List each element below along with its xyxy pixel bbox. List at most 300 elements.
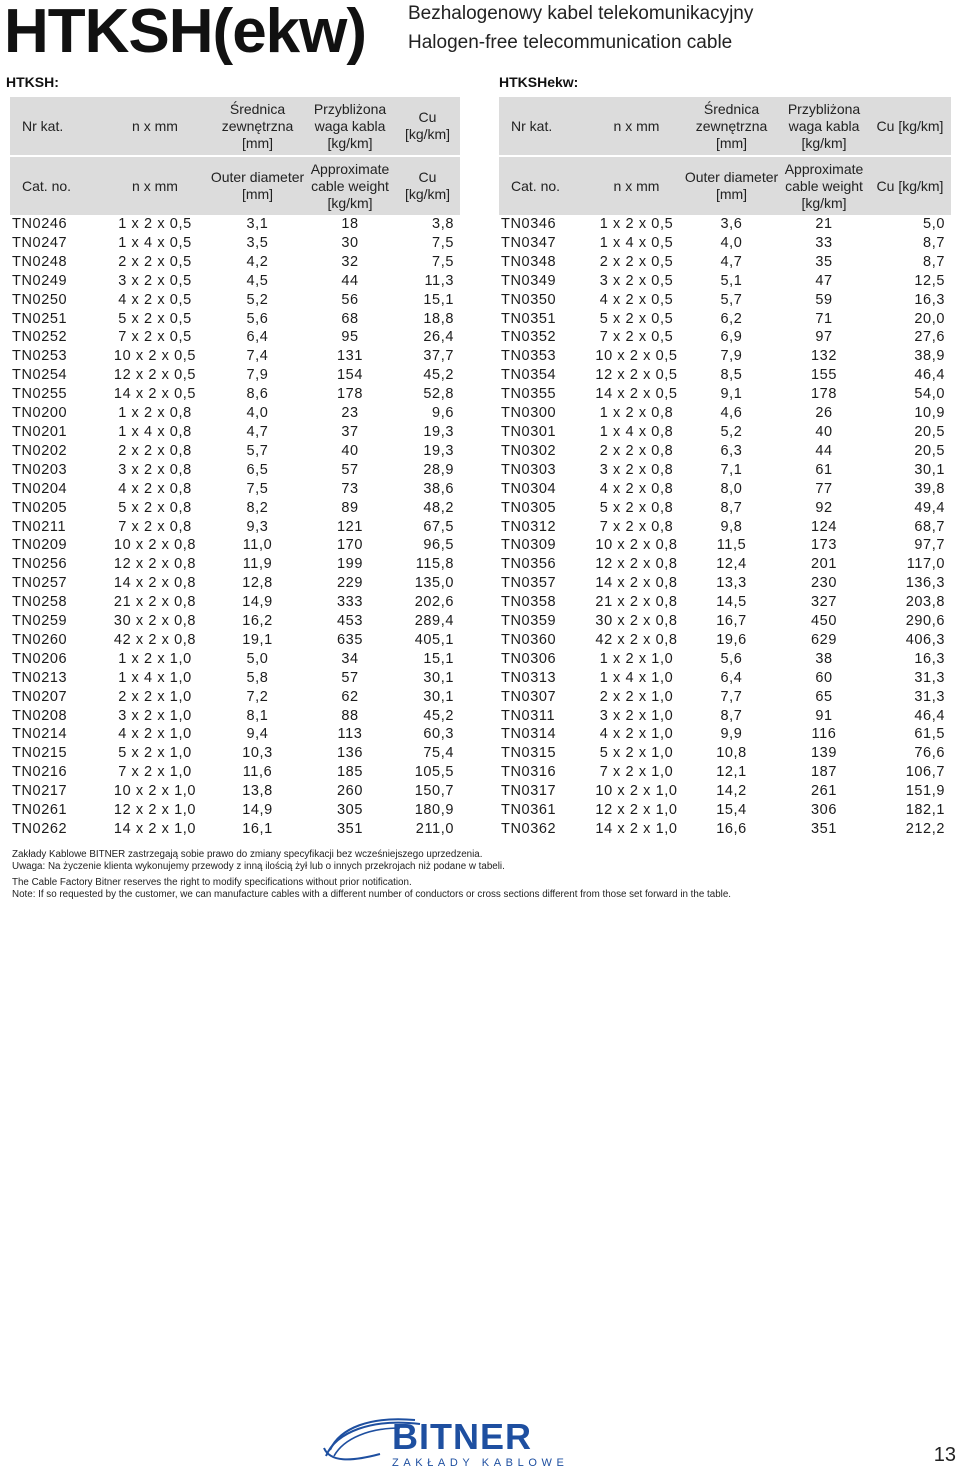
cell-nx: 1 x 2 x 0,8 (599, 405, 674, 422)
cell-cat: TN0251 (12, 310, 68, 327)
cell-d: 7,5 (246, 480, 269, 497)
subtitle-polish: Bezhalogenowy kabel telekomunikacyjny (408, 3, 754, 24)
table-row (10, 215, 460, 234)
table-row (10, 253, 460, 272)
cell-d: 13,3 (716, 575, 747, 592)
table-row (10, 310, 460, 329)
cell-w: 44 (815, 442, 833, 459)
cell-cu: 37,7 (423, 348, 454, 365)
cell-cat: TN0304 (501, 480, 557, 497)
cell-cu: 212,2 (905, 821, 945, 837)
cell-cu: 30,1 (423, 669, 454, 686)
cell-cu: 20,0 (914, 310, 945, 327)
cell-d: 16,2 (242, 613, 273, 630)
column-header-d-pl: Średnica zewnętrzna [mm] (684, 97, 779, 157)
cell-w: 124 (811, 518, 837, 535)
cell-d: 9,8 (720, 518, 743, 535)
cell-cat: TN0309 (501, 537, 557, 554)
cell-nx: 14 x 2 x 0,5 (113, 386, 197, 403)
cell-d: 6,4 (246, 329, 269, 346)
column-header-nx-pl: n x mm (100, 97, 210, 157)
cell-cu: 54,0 (914, 386, 945, 403)
cell-nx: 12 x 2 x 0,5 (113, 367, 197, 384)
cell-cat: TN0356 (501, 556, 557, 573)
table-row (499, 782, 951, 801)
table-row (499, 404, 951, 423)
cell-w: 136 (337, 745, 363, 762)
cell-w: 450 (811, 613, 837, 630)
cell-d: 5,0 (246, 650, 269, 667)
cell-d: 19,1 (242, 631, 273, 648)
cell-w: 185 (337, 764, 363, 781)
cell-d: 11,5 (716, 537, 747, 554)
cell-cat: TN0205 (12, 499, 68, 516)
cell-nx: 4 x 2 x 0,8 (118, 480, 192, 497)
cell-cat: TN0215 (12, 745, 68, 762)
cell-w: 261 (811, 783, 837, 800)
cell-w: 73 (341, 480, 359, 497)
cell-nx: 4 x 2 x 1,0 (599, 726, 674, 743)
cell-nx: 3 x 2 x 0,8 (118, 461, 192, 478)
cell-cat: TN0354 (501, 367, 557, 384)
table-row (499, 442, 951, 461)
cell-w: 635 (337, 631, 363, 648)
cell-cat: TN0302 (501, 442, 557, 459)
cell-d: 9,3 (246, 518, 269, 535)
table-row (499, 310, 951, 329)
cell-nx: 7 x 2 x 0,8 (118, 518, 192, 535)
cell-d: 5,1 (720, 272, 743, 289)
cell-w: 155 (811, 367, 837, 384)
cell-d: 7,1 (720, 461, 743, 478)
cell-d: 6,3 (720, 442, 743, 459)
cell-nx: 3 x 2 x 0,8 (599, 461, 674, 478)
cell-w: 351 (811, 821, 837, 837)
cell-w: 97 (815, 329, 833, 346)
cell-cu: 18,8 (423, 310, 454, 327)
cell-cat: TN0255 (12, 386, 68, 403)
cell-cat: TN0353 (501, 348, 557, 365)
cell-w: 56 (341, 291, 359, 308)
table-row (10, 442, 460, 461)
column-header-w-pl: Przybliżona waga kabla [kg/km] (305, 97, 395, 157)
cell-w: 57 (341, 461, 359, 478)
table-row (499, 215, 951, 234)
cell-cu: 45,2 (423, 707, 454, 724)
cell-cat: TN0200 (12, 405, 68, 422)
cell-cu: 49,4 (914, 499, 945, 516)
cell-cu: 30,1 (423, 688, 454, 705)
cell-cu: 180,9 (414, 802, 454, 819)
cell-d: 5,6 (246, 310, 269, 327)
cell-d: 7,4 (246, 348, 269, 365)
cell-cat: TN0206 (12, 650, 68, 667)
cell-cu: 15,1 (423, 291, 454, 308)
table-row (499, 593, 951, 612)
table-row (499, 763, 951, 782)
cell-cu: 28,9 (423, 461, 454, 478)
footnotes (12, 849, 952, 902)
table-row (10, 763, 460, 782)
cell-cu: 105,5 (414, 764, 454, 781)
cell-d: 9,4 (246, 726, 269, 743)
cell-w: 121 (337, 518, 363, 535)
cell-cu: 10,9 (914, 405, 945, 422)
table-row (499, 820, 951, 839)
cell-cat: TN0246 (12, 216, 68, 232)
cell-cu: 12,5 (914, 272, 945, 289)
cell-cu: 8,7 (923, 253, 945, 270)
cell-w: 44 (341, 272, 359, 289)
table-row (499, 631, 951, 650)
table-row (499, 518, 951, 537)
cell-cat: TN0217 (12, 783, 68, 800)
cell-nx: 5 x 2 x 1,0 (118, 745, 192, 762)
table-row (10, 669, 460, 688)
cell-cat: TN0209 (12, 537, 68, 554)
cell-cu: 39,8 (914, 480, 945, 497)
cell-cat: TN0211 (12, 518, 67, 535)
cell-nx: 30 x 2 x 0,8 (595, 613, 678, 630)
table-row (499, 574, 951, 593)
cell-cu: 405,1 (414, 631, 454, 648)
cell-nx: 7 x 2 x 0,5 (118, 329, 192, 346)
logo-wordmark: BITNER (392, 1416, 532, 1457)
header-row-en (10, 157, 460, 215)
cell-cu: 115,8 (415, 556, 454, 573)
cell-d: 13,8 (242, 783, 273, 800)
cell-w: 187 (811, 764, 837, 781)
cell-cu: 16,3 (914, 291, 945, 308)
cell-cat: TN0258 (12, 594, 68, 611)
cell-w: 65 (815, 688, 833, 705)
note-en-1: The Cable Factory Bitner reserves the right to modify specifications without prior notification. (12, 876, 412, 888)
cell-d: 7,9 (246, 367, 269, 384)
table-row (499, 744, 951, 763)
table-row (10, 536, 460, 555)
cell-nx: 12 x 2 x 1,0 (113, 802, 197, 819)
cell-cu: 67,5 (423, 518, 454, 535)
cell-d: 12,1 (716, 764, 747, 781)
cell-cu: 45,2 (423, 367, 454, 384)
cell-cat: TN0306 (501, 650, 557, 667)
cell-nx: 3 x 2 x 0,5 (599, 272, 674, 289)
cell-cat: TN0303 (501, 461, 557, 478)
cell-cu: 9,6 (432, 405, 454, 422)
cell-cu: 30,1 (914, 461, 945, 478)
cell-w: 201 (811, 556, 837, 573)
cell-w: 18 (341, 216, 359, 232)
cell-cu: 27,6 (914, 329, 945, 346)
cell-cat: TN0315 (501, 745, 557, 762)
cell-w: 260 (337, 783, 363, 800)
cell-nx: 4 x 2 x 1,0 (118, 726, 192, 743)
cell-w: 178 (811, 386, 837, 403)
cell-nx: 5 x 2 x 0,5 (118, 310, 192, 327)
cell-d: 14,2 (716, 783, 747, 800)
cell-w: 61 (815, 461, 833, 478)
cell-nx: 1 x 2 x 0,5 (599, 216, 674, 232)
cell-d: 6,5 (246, 461, 269, 478)
cell-nx: 1 x 2 x 0,8 (118, 405, 192, 422)
cell-nx: 5 x 2 x 0,8 (599, 499, 674, 516)
cell-w: 170 (337, 537, 363, 554)
cell-cat: TN0248 (12, 253, 68, 270)
cell-nx: 2 x 2 x 0,8 (118, 442, 192, 459)
cell-cu: 7,5 (432, 253, 454, 270)
cell-nx: 10 x 2 x 0,5 (113, 348, 197, 365)
cell-d: 8,6 (246, 386, 269, 403)
cell-w: 116 (811, 726, 837, 743)
cell-d: 8,7 (720, 499, 743, 516)
cell-nx: 14 x 2 x 1,0 (113, 821, 197, 837)
cell-nx: 14 x 2 x 1,0 (595, 821, 678, 837)
cell-d: 4,6 (720, 405, 743, 422)
cell-cu: 19,3 (423, 423, 454, 440)
cell-nx: 2 x 2 x 0,8 (599, 442, 674, 459)
cell-cat: TN0313 (501, 669, 557, 686)
cell-d: 6,9 (720, 329, 743, 346)
table-row (10, 234, 460, 253)
table-row (10, 366, 460, 385)
cell-w: 154 (337, 367, 363, 384)
cell-w: 132 (811, 348, 837, 365)
table-row (499, 461, 951, 480)
column-header-cat-pl: Nr kat. (499, 97, 589, 157)
cell-cu: 52,8 (423, 386, 454, 403)
subtitle-english: Halogen-free telecommunication cable (408, 32, 733, 53)
cell-cu: 11,3 (424, 272, 454, 289)
column-header-cat-en: Cat. no. (499, 157, 589, 215)
table-row (10, 423, 460, 442)
cell-cu: 76,6 (914, 745, 945, 762)
cell-cat: TN0355 (501, 386, 557, 403)
cell-nx: 1 x 4 x 1,0 (118, 669, 192, 686)
cell-d: 14,5 (716, 594, 747, 611)
cell-w: 26 (815, 405, 833, 422)
cell-nx: 21 x 2 x 0,8 (113, 594, 197, 611)
table-row (499, 385, 951, 404)
section-label-htksh: HTKSH: (6, 74, 59, 90)
cell-cat: TN0256 (12, 556, 68, 573)
cell-nx: 2 x 2 x 0,5 (118, 253, 192, 270)
cell-w: 89 (341, 499, 359, 516)
cell-nx: 7 x 2 x 0,5 (599, 329, 674, 346)
table-row (10, 593, 460, 612)
cell-d: 11,6 (242, 764, 273, 781)
note-en-2: Note: If so requested by the customer, we can manufacture cables with a different number of conductors or cross sections different from those set forward in the table. (12, 889, 731, 901)
table-row (499, 707, 951, 726)
cell-cu: 75,4 (423, 745, 454, 762)
table-row (10, 801, 460, 820)
column-header-nx-en: n x mm (100, 157, 210, 215)
cell-cat: TN0347 (501, 234, 557, 251)
cell-cu: 182,1 (905, 802, 945, 819)
table-row (10, 461, 460, 480)
cell-d: 7,9 (720, 348, 743, 365)
table-row (499, 555, 951, 574)
cell-cat: TN0202 (12, 442, 68, 459)
cell-cu: 68,7 (914, 518, 945, 535)
cell-cu: 136,3 (905, 575, 945, 592)
cell-nx: 5 x 2 x 0,8 (118, 499, 192, 516)
cell-w: 453 (337, 613, 363, 630)
cell-cu: 211,0 (415, 821, 454, 837)
cell-nx: 14 x 2 x 0,8 (113, 575, 197, 592)
section-label-htkshekw: HTKSHekw: (499, 74, 579, 90)
cell-w: 131 (337, 348, 363, 365)
cell-w: 327 (811, 594, 837, 611)
cell-d: 3,5 (246, 234, 269, 251)
cell-d: 19,6 (716, 631, 747, 648)
cell-cat: TN0300 (501, 405, 557, 422)
cell-nx: 1 x 4 x 0,5 (599, 234, 674, 251)
cell-nx: 2 x 2 x 1,0 (118, 688, 192, 705)
cell-nx: 42 x 2 x 0,8 (113, 631, 197, 648)
spec-table-htksh (10, 97, 460, 839)
cell-cat: TN0311 (501, 707, 556, 724)
cell-nx: 10 x 2 x 0,8 (113, 537, 197, 554)
table-row (10, 650, 460, 669)
cell-nx: 12 x 2 x 1,0 (595, 802, 678, 819)
cell-cat: TN0204 (12, 480, 68, 497)
cell-w: 35 (815, 253, 833, 270)
cell-nx: 3 x 2 x 1,0 (118, 707, 192, 724)
cell-w: 68 (341, 310, 359, 327)
cell-cu: 5,0 (923, 216, 945, 232)
cell-cat: TN0352 (501, 329, 557, 346)
cell-cat: TN0201 (12, 423, 68, 440)
cell-d: 4,7 (246, 423, 269, 440)
cell-d: 11,0 (242, 537, 273, 554)
cell-w: 95 (341, 329, 359, 346)
header-row-pl (499, 97, 951, 157)
column-header-nx-en: n x mm (589, 157, 684, 215)
page-number: 13 (933, 1444, 956, 1466)
cell-d: 5,2 (720, 423, 743, 440)
table-row (10, 385, 460, 404)
cell-d: 8,1 (246, 707, 269, 724)
cell-w: 230 (811, 575, 837, 592)
table-row (499, 650, 951, 669)
cell-cu: 290,6 (905, 613, 945, 630)
cell-w: 333 (337, 594, 363, 611)
column-header-w-en: Approximate cable weight [kg/km] (779, 157, 869, 215)
cell-w: 173 (811, 537, 837, 554)
cell-d: 5,7 (720, 291, 743, 308)
cell-w: 77 (815, 480, 833, 497)
cell-d: 9,9 (720, 726, 743, 743)
cell-cu: 117,0 (906, 556, 945, 573)
cell-w: 37 (341, 423, 359, 440)
cell-cat: TN0305 (501, 499, 557, 516)
cell-nx: 10 x 2 x 0,5 (595, 348, 678, 365)
table-row (10, 782, 460, 801)
cell-cu: 15,1 (423, 650, 454, 667)
column-header-cu-pl: Cu [kg/km] (869, 97, 951, 157)
column-header-w-en: Approximate cable weight [kg/km] (305, 157, 395, 215)
table-row (499, 536, 951, 555)
cell-cat: TN0317 (501, 783, 557, 800)
cell-w: 92 (815, 499, 833, 516)
cell-nx: 7 x 2 x 1,0 (599, 764, 674, 781)
table-row (499, 366, 951, 385)
cell-cu: 8,7 (923, 234, 945, 251)
table-row (499, 253, 951, 272)
cell-cat: TN0346 (501, 216, 557, 232)
cell-d: 12,8 (242, 575, 273, 592)
cell-cat: TN0249 (12, 272, 68, 289)
column-header-d-en: Outer diameter [mm] (210, 157, 305, 215)
cell-nx: 4 x 2 x 0,5 (118, 291, 192, 308)
cell-cat: TN0214 (12, 726, 68, 743)
header-row-en (499, 157, 951, 215)
table-row (499, 612, 951, 631)
cell-cat: TN0316 (501, 764, 557, 781)
table-row (10, 404, 460, 423)
cell-w: 59 (815, 291, 833, 308)
table-row (499, 328, 951, 347)
cell-d: 4,0 (720, 234, 743, 251)
cell-nx: 5 x 2 x 0,5 (599, 310, 674, 327)
cell-d: 3,6 (720, 216, 743, 232)
cell-nx: 4 x 2 x 0,8 (599, 480, 674, 497)
cell-cu: 135,0 (414, 575, 454, 592)
cell-cu: 96,5 (423, 537, 454, 554)
cell-d: 14,9 (242, 594, 273, 611)
column-header-cu-en: Cu [kg/km] (395, 157, 460, 215)
cell-d: 12,4 (716, 556, 747, 573)
cell-cat: TN0358 (501, 594, 557, 611)
cell-d: 14,9 (242, 802, 273, 819)
table-row (10, 688, 460, 707)
table-row (10, 291, 460, 310)
cell-cat: TN0361 (501, 802, 557, 819)
table-row (499, 347, 951, 366)
cell-cat: TN0349 (501, 272, 557, 289)
cell-w: 178 (337, 386, 363, 403)
cell-d: 10,3 (242, 745, 273, 762)
cell-cu: 16,3 (914, 650, 945, 667)
cell-d: 16,6 (716, 821, 747, 837)
cell-nx: 2 x 2 x 1,0 (599, 688, 674, 705)
note-pl-1: Zakłady Kablowe BITNER zastrzegają sobie prawo do zmiany specyfikacji bez wcześniejszego uprzedzenia. (12, 849, 483, 860)
cell-cat: TN0257 (12, 575, 68, 592)
table-row (499, 725, 951, 744)
cell-cat: TN0252 (12, 329, 68, 346)
cell-w: 40 (815, 423, 833, 440)
cell-cu: 31,3 (914, 669, 945, 686)
cell-cat: TN0350 (501, 291, 557, 308)
logo-subtext: ZAKŁADY KABLOWE (392, 1457, 569, 1469)
cell-d: 8,7 (720, 707, 743, 724)
table-row (10, 574, 460, 593)
cell-d: 16,7 (716, 613, 747, 630)
cell-nx: 1 x 4 x 0,5 (118, 234, 192, 251)
cell-cu: 31,3 (914, 688, 945, 705)
cell-w: 229 (337, 575, 363, 592)
cell-nx: 10 x 2 x 1,0 (113, 783, 197, 800)
cell-nx: 10 x 2 x 0,8 (595, 537, 678, 554)
cell-cu: 97,7 (914, 537, 945, 554)
column-header-d-en: Outer diameter [mm] (684, 157, 779, 215)
cell-d: 4,2 (246, 253, 269, 270)
table-row (499, 499, 951, 518)
cell-cu: 406,3 (905, 631, 945, 648)
table-row (10, 707, 460, 726)
cell-cat: TN0359 (501, 613, 557, 630)
cell-nx: 1 x 2 x 0,5 (118, 216, 192, 232)
